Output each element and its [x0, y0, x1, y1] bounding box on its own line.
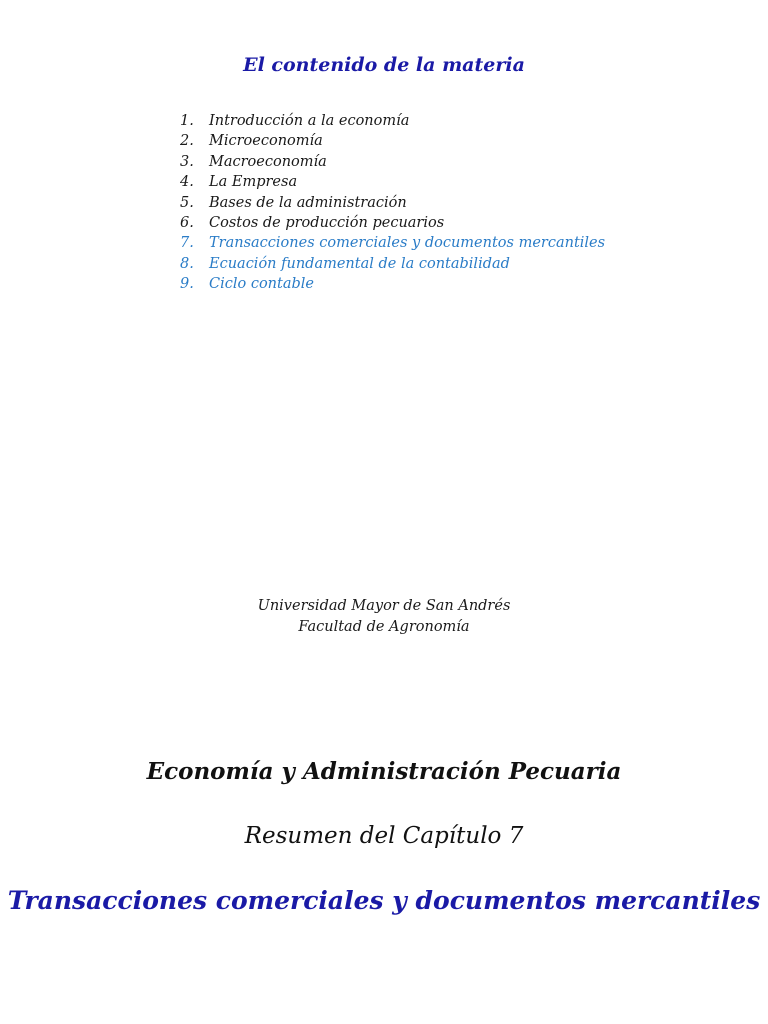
toc-item-label: Ciclo contable — [209, 276, 314, 293]
toc-item-7 — [180, 233, 605, 253]
toc-item-number: 3. — [180, 153, 194, 170]
toc-item-2 — [180, 131, 605, 151]
toc-item-label: Costos de producción pecuarios — [209, 215, 445, 232]
toc-item-number: 9. — [180, 276, 194, 293]
toc-item-label: Ecuación fundamental de la contabilidad — [209, 255, 510, 272]
toc-item-number: 6. — [180, 215, 194, 232]
chapter-title: Resumen del Capítulo 7 — [244, 823, 524, 849]
toc-item-label: Bases de la administración — [209, 194, 407, 211]
faculty-name: Facultad de Agronomía — [298, 619, 470, 635]
toc-item-8 — [180, 254, 605, 274]
toc-item-label: Microeconomía — [209, 133, 323, 150]
toc-item-label: Macroeconomía — [209, 153, 327, 170]
course-title: Economía y Administración Pecuaria — [146, 758, 622, 785]
toc-item-3 — [180, 152, 605, 172]
toc-item-number: 5. — [180, 194, 194, 211]
affiliation-block — [0, 596, 768, 638]
toc-item-4 — [180, 172, 605, 192]
toc-item-label: La Empresa — [209, 174, 298, 191]
toc-item-label: Transacciones comerciales y documentos mercantiles — [209, 235, 606, 252]
toc-item-label: Introducción a la economía — [209, 113, 410, 129]
university-name: Universidad Mayor de San Andrés — [257, 598, 511, 614]
toc-item-number: 1. — [180, 113, 194, 129]
toc-list — [180, 111, 605, 295]
toc-item-number: 8. — [180, 255, 194, 272]
toc-item-1 — [180, 111, 605, 131]
toc-item-number: 4. — [180, 174, 194, 191]
toc-item-number: 2. — [180, 133, 194, 150]
toc-item-6 — [180, 213, 605, 233]
toc-item-9 — [180, 274, 605, 294]
toc-title: El contenido de la materia — [243, 54, 525, 76]
toc-item-5 — [180, 193, 605, 213]
toc-item-number: 7. — [180, 235, 194, 252]
main-title: Transacciones comerciales y documentos mercantiles — [7, 886, 761, 915]
